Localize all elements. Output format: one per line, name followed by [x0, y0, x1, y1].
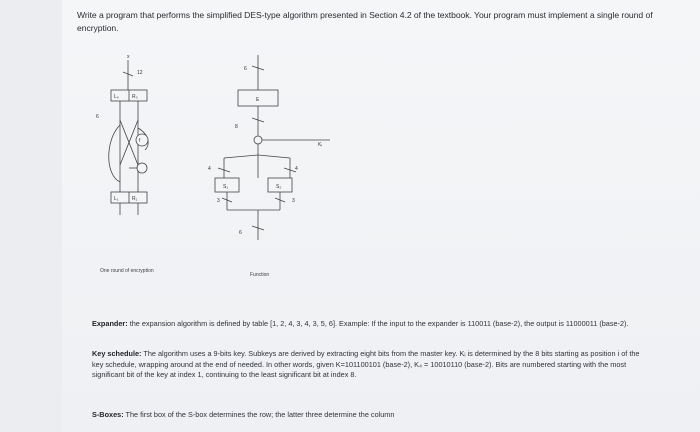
label-6-bottom: 6	[239, 230, 242, 236]
assignment-prompt: Write a program that performs the simplified DES-type algorithm presented in Section 4.2 of the textbook. Your program must implement a single round of encryption.	[77, 10, 653, 33]
label-8: 8	[235, 124, 238, 130]
expander-body: the expansion algorithm is defined by table [1, 2, 4, 3, 4, 3, 5, 6]. Example: If the input to the expander is 110011 (base-2), the output is 11000011 (base-2).	[129, 319, 629, 328]
label-3b: 3	[292, 198, 295, 204]
label-l1: L₁	[114, 196, 119, 202]
label-6: 6	[96, 114, 99, 120]
label-r1: R₁	[132, 196, 138, 202]
label-12: 12	[137, 70, 143, 76]
label-4b: 4	[295, 166, 298, 172]
expander-paragraph	[92, 319, 652, 330]
key-schedule-body: The algorithm uses a 9-bits key. Subkeys are derived by extracting eight bits from the master key. Kᵢ is determined by the 8 bits starting as position i of the key schedule, wrapping around at the end of needed. In other words, given K=101100101 (base-2), K₄ = 10010110 (base-2). Bits are numbered starting with the most significant bit of the key at index 1, continuing to the least significant bit at index 8.	[92, 349, 640, 379]
label-r0: R₀	[132, 94, 138, 100]
sboxes-heading: S-Boxes:	[92, 410, 124, 419]
label-3a: 3	[217, 198, 220, 204]
label-6-top: 6	[244, 66, 247, 72]
caption-one-round: One round of encryption	[100, 268, 154, 274]
key-schedule-heading: Key schedule:	[92, 349, 142, 358]
label-s1: S₁	[223, 184, 229, 190]
caption-function: Function	[250, 272, 270, 278]
label-l0: L₀	[114, 94, 119, 100]
label-4a: 4	[208, 166, 211, 172]
expander-heading: Expander:	[92, 319, 128, 328]
label-s2: S₂	[276, 184, 282, 190]
label-x: x	[127, 54, 130, 60]
sboxes-paragraph	[92, 410, 652, 421]
key-schedule-paragraph	[92, 349, 652, 381]
label-ki: Kᵢ	[318, 142, 323, 148]
sboxes-body: The first box of the S-box determines the row; the latter three determine the column	[125, 410, 395, 419]
label-E: E	[256, 97, 260, 103]
label-f: f	[139, 138, 141, 144]
